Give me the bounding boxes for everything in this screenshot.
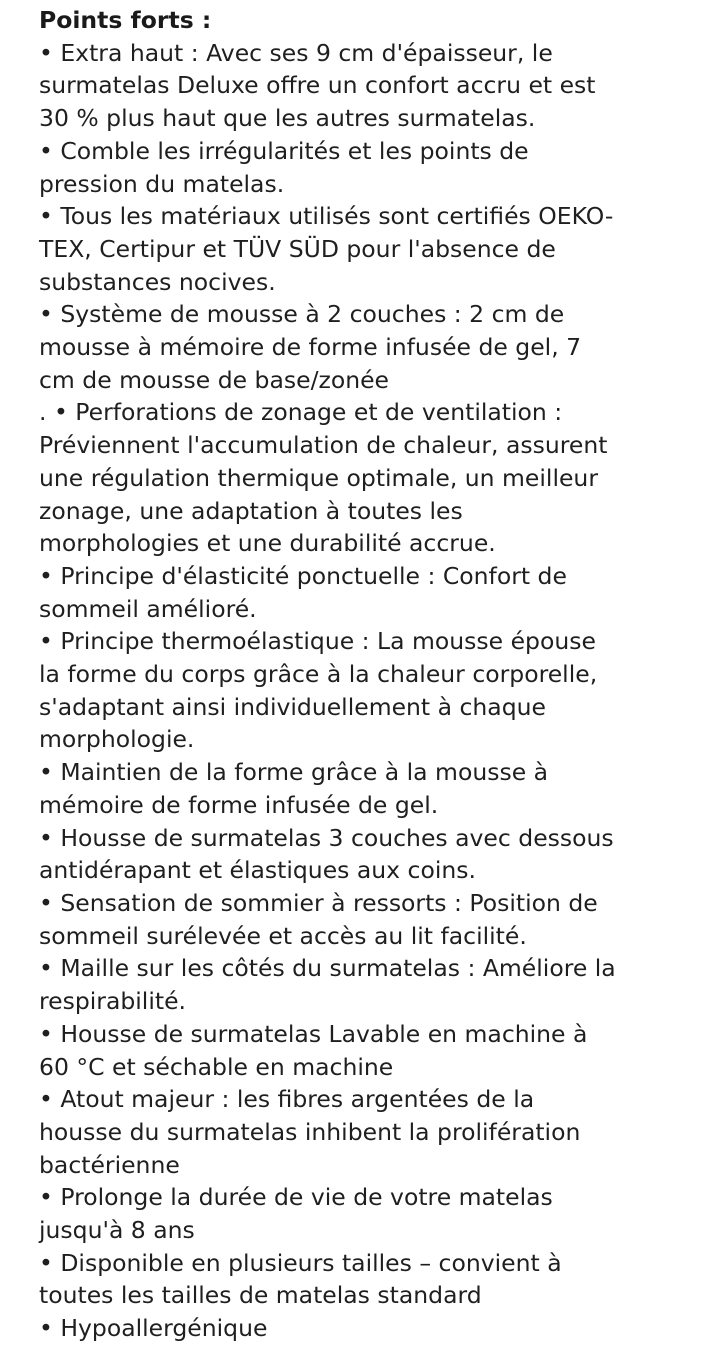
feature-line: morphologie. [39,725,195,754]
feature-line: mémoire de forme infusée de gel. [39,790,439,819]
feature-line: • Prolonge la durée de vie de votre matelas [39,1183,553,1212]
feature-line: • Hypoallergénique [39,1314,268,1343]
feature-line: • Principe d'élasticité ponctuelle : Confort de [39,561,567,590]
feature-line: sommeil surélevée et accès au lit facilité. [39,921,527,950]
feature-line: pression du matelas. [39,169,285,198]
feature-line: surmatelas Deluxe offre un confort accru et est [39,71,596,100]
feature-line: • Disponible en plusieurs tailles – convient à [39,1248,562,1277]
feature-line: sommeil amélioré. [39,594,257,623]
feature-line: substances nocives. [39,267,276,296]
feature-line: toutes les tailles de matelas standard [39,1281,482,1310]
feature-line: • Sensation de sommier à ressorts : Position de [39,888,598,917]
feature-line: Préviennent l'accumulation de chaleur, assurent [39,431,608,460]
feature-line: • Atout majeur : les fibres argentées de la [39,1085,535,1114]
feature-line: • Principe thermoélastique : La mousse épouse [39,627,596,656]
feature-line: jusqu'à 8 ans [39,1216,195,1245]
feature-line: • Maille sur les côtés du surmatelas : Améliore la [39,954,616,983]
feature-line: • Système de mousse à 2 couches : 2 cm de [39,300,565,329]
feature-line: morphologies et une durabilité accrue. [39,529,496,558]
feature-line: mousse à mémoire de forme infusée de gel, 7 [39,333,582,362]
feature-line: • Tous les matériaux utilisés sont certifiés OEKO- [39,202,614,231]
feature-line: la forme du corps grâce à la chaleur corporelle, [39,660,598,689]
features-list [39,37,711,1345]
feature-line: • Maintien de la forme grâce à la mousse à [39,758,549,787]
feature-line: • Comble les irrégularités et les points de [39,136,529,165]
feature-line: une régulation thermique optimale, un meilleur [39,463,598,492]
feature-line: 30 % plus haut que les autres surmatelas. [39,104,536,133]
feature-line: housse du surmatelas inhibent la prolifération [39,1117,581,1146]
section-title: Points forts : [39,6,212,34]
feature-line: s'adaptant ainsi individuellement à chaque [39,692,546,721]
feature-line: • Housse de surmatelas Lavable en machine à [39,1019,588,1048]
feature-line: zonage, une adaptation à toutes les [39,496,463,525]
feature-line: respirabilité. [39,987,187,1016]
feature-line: cm de mousse de base/zonée [39,365,390,394]
feature-line: • Housse de surmatelas 3 couches avec dessous [39,823,614,852]
feature-line: • Extra haut : Avec ses 9 cm d'épaisseur, le [39,38,553,67]
feature-line: bactérienne [39,1150,180,1179]
feature-line: TEX, Certipur et TÜV SÜD pour l'absence de [39,234,556,263]
feature-line: antidérapant et élastiques aux coins. [39,856,476,885]
feature-line: . • Perforations de zonage et de ventilation : [39,398,563,427]
feature-line: 60 °C et séchable en machine [39,1052,394,1081]
